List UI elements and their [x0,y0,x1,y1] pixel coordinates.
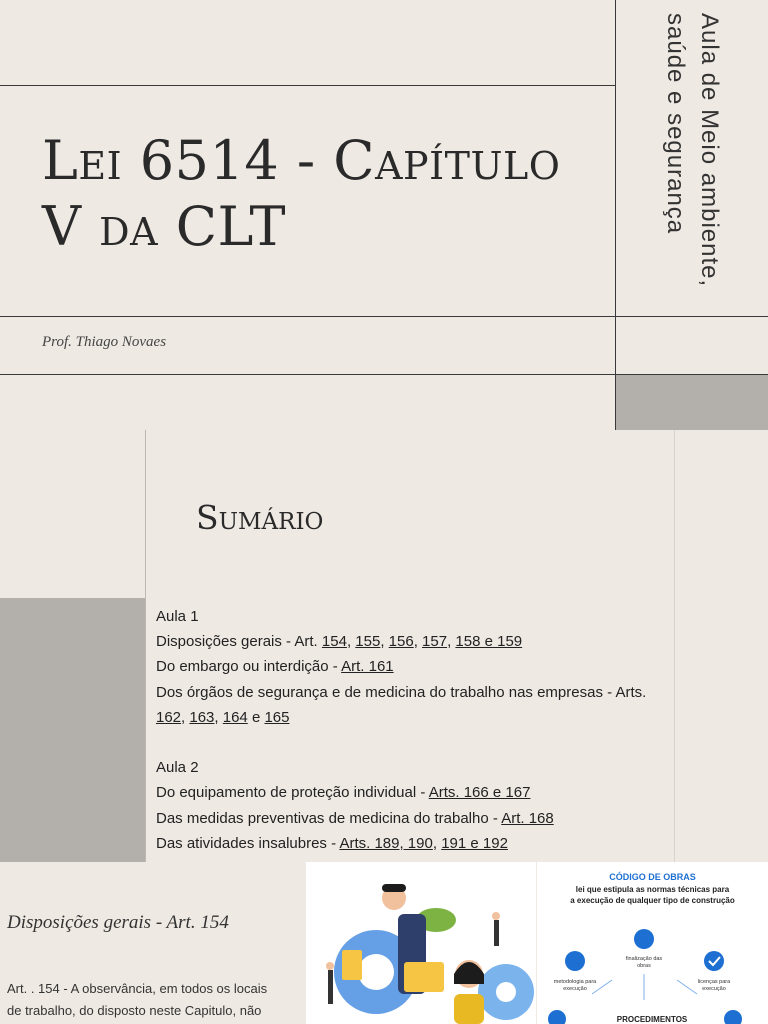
link-arts-189-190[interactable]: Arts. 189, 190 [339,834,433,852]
toc-text: Das medidas preventivas de medicina do trabalho - [156,809,502,827]
link-art-157[interactable]: 157 [422,633,448,651]
codigo-diagram [537,862,768,1024]
toc-text: Do equipamento de proteção individual - [156,784,429,802]
title-line-1: Lei 6514 - Capítulo [42,129,561,192]
toc-text: Disposições gerais - Art. [156,633,322,651]
article-body [7,978,297,1022]
small-person [494,920,499,946]
toc-line-insalubres: Das atividades insalubres - Arts. 189, 190, 191 e 192 [156,834,508,852]
codigo-title: CÓDIGO DE OBRAS [609,872,696,882]
link-art-163[interactable]: 163 [189,708,215,726]
pin-icon-bottom [724,1010,742,1024]
link-art-162[interactable]: 162 [156,708,182,726]
check-icon [704,951,724,971]
label-finalizacao: finalização das obras [625,956,663,969]
gear-icon-bottom [548,1010,566,1024]
divider-mid [0,316,768,317]
link-art-164[interactable]: 164 [222,708,248,726]
title-line-2: V da CLT [42,195,287,258]
toc-text: Das atividades insalubres - [156,834,340,852]
label-procedimentos: PROCEDIMENTOS [616,1015,688,1024]
toc-gap [156,730,676,755]
lightbulb-icon [565,951,585,971]
workplace-illustration [306,862,536,1024]
aula1-label: Aula 1 [156,608,199,625]
summary-heading: Sumário [196,498,324,537]
codigo-de-obras-infographic [537,862,768,1024]
person-hair [382,884,406,892]
toc-joiner: e [251,708,261,726]
link-arts-191-192[interactable]: 191 e 192 [441,834,508,852]
gray-block-left [0,598,145,862]
link-art-168[interactable]: Art. 168 [501,809,554,827]
link-art-165[interactable]: 165 [264,708,290,726]
label-licencas: licenças para execução [697,979,731,992]
divider-top [0,85,615,86]
professor-name: Prof. Thiago Novaes [42,334,167,350]
gear-hole-small [496,982,516,1002]
woman-shirt [454,994,484,1024]
toc-text: Do embargo ou interdição - [156,658,342,676]
toc-line-orgaos: Dos órgãos de segurança e de medicina do trabalho nas empresas - Arts. [156,683,647,701]
table-of-contents [156,604,676,856]
link-art-156[interactable]: 156 [388,633,414,651]
toc-line-medidas [156,806,676,831]
illustration-svg [306,862,536,1024]
divider-vertical-left [145,430,146,862]
codigo-subtitle-line-1: lei que estipula as normas técnicas para [575,885,730,894]
toc-line-disposicoes: Disposições gerais - Art. 154, 155, 156, 157, 158 e 159 [156,633,523,651]
section-title: Disposições gerais - Art. 154 [7,912,229,933]
link-art-154[interactable]: 154 [321,633,347,651]
toc-line-embargo [156,654,676,679]
link-art-161[interactable]: Art. 161 [341,658,394,676]
link-art-158-159[interactable]: 158 e 159 [455,633,523,651]
link-art-155[interactable]: 155 [355,633,381,651]
toc-line-orgaos-links: 162, 163, 164 e 165 [156,708,290,726]
small-person-left [328,970,333,1004]
small-person-head [492,912,500,920]
document-icon [342,950,362,980]
label-metodologia: metodologia para execução [553,979,597,992]
helmet-icon [634,929,654,949]
gray-block-top-right [616,375,768,430]
codigo-subtitle-line-2: a execução de qualquer tipo de construção [570,896,735,905]
link-arts-166-167[interactable]: Arts. 166 e 167 [428,784,531,802]
side-title-text: Aula de Meio ambiente, saúde e segurança [662,13,723,288]
page-title [42,128,602,260]
folder-icon [404,962,444,992]
small-person-left-head [326,962,334,970]
toc-line-epi [156,780,676,805]
gear-hole [358,954,394,990]
side-title [616,0,768,316]
article-line-1: Art. . 154 - A observância, em todos os locais [7,981,268,996]
article-line-2: de trabalho, do disposto neste Capitulo, não [7,1003,262,1018]
aula2-label: Aula 2 [156,759,199,777]
